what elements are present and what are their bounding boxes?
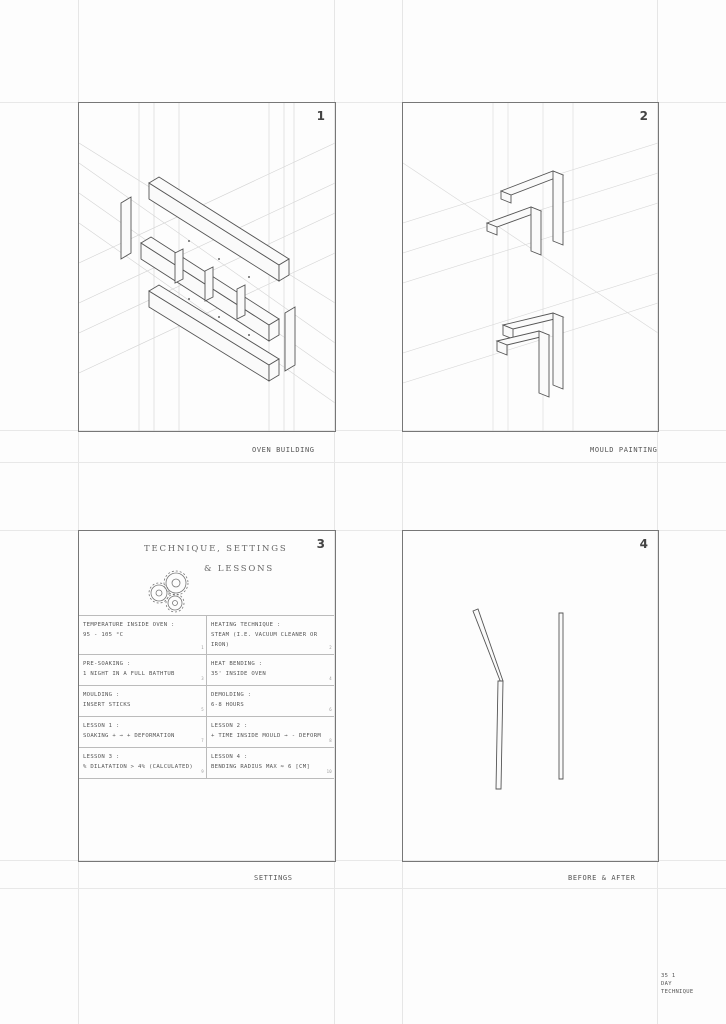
mould-isometric-drawing (403, 103, 658, 431)
panel-number: 1 (316, 109, 325, 123)
panel-number: 3 (316, 537, 325, 551)
panel-oven-building (78, 102, 336, 432)
stamp-line: DAY (661, 981, 672, 987)
settings-cell: DEMOLDING : 6-8 HOURS 6 (207, 686, 335, 717)
panel-caption: SETTINGS (254, 874, 293, 882)
settings-cell: LESSON 2 : + TIME INSIDE MOULD → - DEFORM 8 (207, 717, 335, 748)
panel-caption: BEFORE & AFTER (568, 874, 636, 882)
settings-cell: LESSON 4 : BENDING RADIUS MAX ≈ 6 [CM] 10 (207, 748, 335, 779)
panel-mould-painting (402, 102, 659, 432)
settings-cell: PRE-SOAKING : 1 NIGHT IN A FULL BATHTUB 3 (79, 655, 207, 686)
settings-table (79, 615, 334, 779)
panel-settings (78, 530, 336, 862)
stamp-line: TECHNIQUE (661, 989, 694, 995)
guide-line (0, 888, 726, 889)
panel-caption: MOULD PAINTING (590, 446, 658, 454)
sticks-drawing (403, 531, 658, 861)
settings-cell: TEMPERATURE INSIDE OVEN : 95 - 105 °C 1 (79, 616, 207, 655)
settings-cell: MOULDING : INSERT STICKS 5 (79, 686, 207, 717)
panel-number: 2 (639, 109, 648, 123)
panel-before-after (402, 530, 659, 862)
gears-icon (79, 531, 335, 621)
settings-cell: LESSON 3 : % DILATATION > 4% (CALCULATED) 9 (79, 748, 207, 779)
stamp-line: 35 1 (661, 973, 676, 979)
panel-caption: OVEN BUILDING (252, 446, 315, 454)
settings-cell: HEATING TECHNIQUE : STEAM (I.E. VACUUM CLEANER OR IRON) 2 (207, 616, 335, 655)
sheet-title-line2: & LESSONS (204, 564, 275, 574)
sheet-stamp (661, 972, 694, 996)
oven-isometric-drawing (79, 103, 335, 431)
settings-cell: LESSON 1 : SOAKING + → + DEFORMATION 7 (79, 717, 207, 748)
settings-cell: HEAT BENDING : 35' INSIDE OVEN 4 (207, 655, 335, 686)
panel-number: 4 (639, 537, 648, 551)
guide-line (0, 462, 726, 463)
sheet-title-line1: TECHNIQUE, SETTINGS (144, 544, 288, 554)
